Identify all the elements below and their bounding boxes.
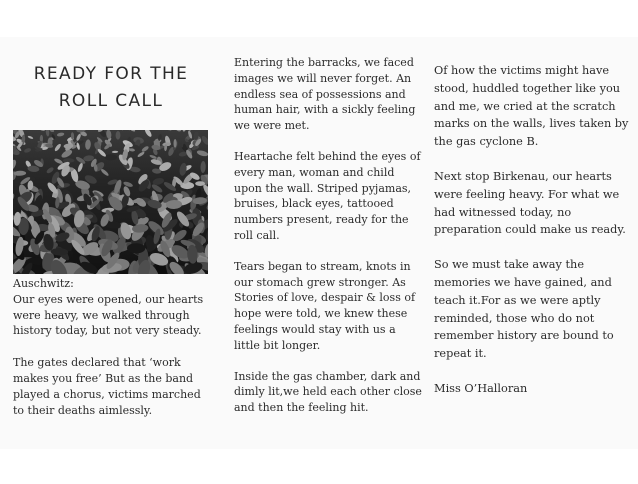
title-line-2: ROLL CALL xyxy=(58,91,164,111)
stanza-9: So we must take away the memories we have gained, and teach it.For as we were aptly reminded, those who do not remember history are bound to repeat it. xyxy=(434,258,614,361)
stanza-8: Next stop Birkenau, our hearts were feeling heavy. For what we had witnessed today, no preparation could make us ready. xyxy=(434,169,626,237)
column-3 xyxy=(434,62,634,398)
stanza-7: Of how the victims might have stood, huddled together like you and me, we cried at the scratch marks on the walls, lives taken by the gas cyclone B. xyxy=(434,64,629,149)
stanza-6: Inside the gas chamber, dark and dimly lit,we held each other close and then the feeling hit. xyxy=(234,369,422,415)
title-line-1: READY FOR THE xyxy=(33,64,189,84)
column-1 xyxy=(13,276,213,418)
signature: Miss O’Halloran xyxy=(434,381,528,395)
heading-auschwitz: Auschwitz: xyxy=(13,277,74,290)
stanza-2: The gates declared that ‘work makes you free’ But as the band played a chorus, victims marched to their deaths aimlessly. xyxy=(13,356,201,417)
stanza-3: Entering the barracks, we faced images we will never forget. An endless sea of possessions and human hair, with a sickly feeling we were met. xyxy=(234,56,416,133)
column-2 xyxy=(234,55,424,416)
stanza-1: Our eyes were opened, our hearts were heavy, we walked through history today, but not very steady. xyxy=(13,292,204,338)
shoe-shape xyxy=(63,158,75,162)
shoe-shape xyxy=(195,181,205,186)
poem-page xyxy=(0,37,638,449)
stanza-4: Heartache felt behind the eyes of every man, woman and child upon the wall. Striped pyjamas, bruises, black eyes, tattooed numbers present, ready for the roll call. xyxy=(234,149,421,242)
page-title xyxy=(18,61,204,115)
photo-graphic xyxy=(13,130,208,274)
shoes-pile-photo xyxy=(13,130,208,274)
stanza-5: Tears began to stream, knots in our stomach grew stronger. As Stories of love, despair & loss of hope were told, we knew these feelings would stay with us a little bit longer. xyxy=(234,259,416,352)
shoe-shape xyxy=(105,154,117,160)
shoe-shape xyxy=(174,139,177,148)
